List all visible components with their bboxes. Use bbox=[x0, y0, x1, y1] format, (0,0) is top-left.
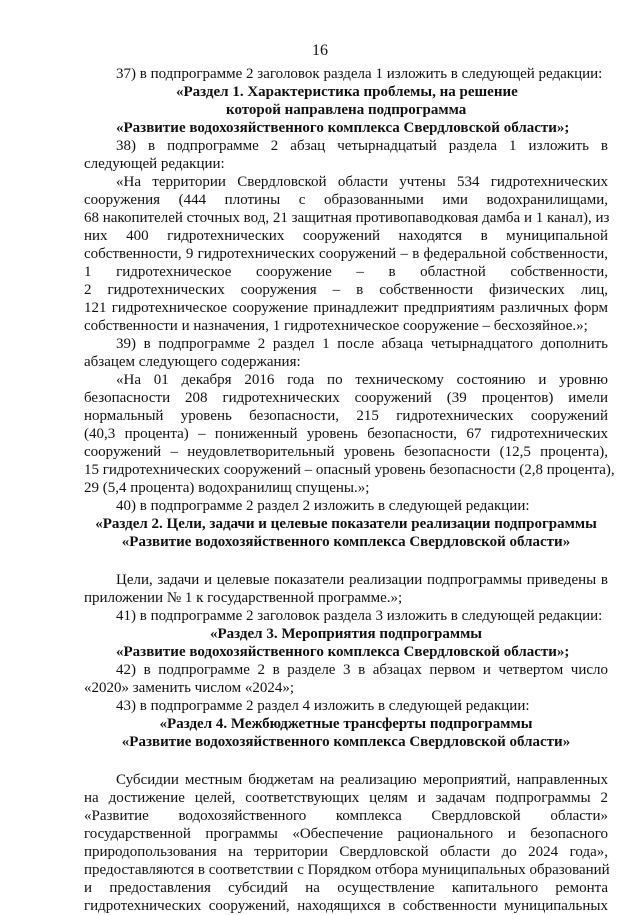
text-line: безопасности 208 гидротехнических сооружений (39 процентов) имели bbox=[84, 390, 608, 406]
text-line: собственности и назначения, 1 гидротехническое сооружение – бесхозяйное.»; bbox=[84, 318, 588, 334]
heading-line: которой направлена подпрограмма bbox=[226, 102, 467, 118]
heading-line: «Раздел 4. Межбюджетные трансферты подпрограммы bbox=[159, 716, 533, 732]
text-line: 41) в подпрограмме 2 заголовок раздела 3 изложить в следующей редакции: bbox=[116, 608, 603, 624]
text-line: сооружений – неудовлетворительный уровень безопасности (12,5 процента), bbox=[84, 444, 608, 460]
text-line: 39) в подпрограмме 2 раздел 1 после абзаца четырнадцатого дополнить bbox=[116, 336, 608, 352]
text-line: следующей редакции: bbox=[84, 156, 225, 172]
text-line: 43) в подпрограмме 2 раздел 4 изложить в следующей редакции: bbox=[116, 698, 530, 714]
text-line: (40,3 процента) – пониженный уровень безопасности, 67 гидротехнических bbox=[84, 426, 608, 442]
text-line: 29 (5,4 процента) водохранилищ спущены.»; bbox=[84, 480, 370, 496]
text-line: 1 гидротехническое сооружение – в областной собственности, bbox=[84, 264, 608, 280]
heading-line: «Развитие водохозяйственного комплекса Свердловской области» bbox=[121, 734, 571, 750]
text-line: и предоставления субсидий на осуществление капитального ремонта bbox=[84, 880, 608, 896]
heading-line: «Раздел 2. Цели, задачи и целевые показатели реализации подпрограммы bbox=[95, 516, 597, 532]
text-line: 38) в подпрограмме 2 абзац четырнадцатый раздела 1 изложить в bbox=[116, 138, 608, 154]
text-line: 42) в подпрограмме 2 в разделе 3 в абзацах первом и четвертом число bbox=[116, 662, 608, 678]
text-line: приложении № 1 к государственной программе.»; bbox=[84, 590, 403, 606]
heading-line: «Развитие водохозяйственного комплекса Свердловской области»; bbox=[116, 644, 570, 660]
text-line: гидротехнических сооружений, находящихся в собственности муниципальных bbox=[84, 898, 608, 914]
text-line: 15 гидротехнических сооружений – опасный уровень безопасности (2,8 процента), bbox=[84, 462, 615, 478]
text-line: 37) в подпрограмме 2 заголовок раздела 1 изложить в следующей редакции: bbox=[116, 66, 603, 82]
heading-line: «Развитие водохозяйственного комплекса Свердловской области»; bbox=[116, 120, 570, 136]
text-line: 68 накопителей сточных вод, 21 защитная противопаводковая дамба и 1 канал), из bbox=[84, 210, 610, 226]
page-number: 16 bbox=[312, 42, 328, 59]
text-line: собственности, 9 гидротехнических сооружений – в федеральной собственности, bbox=[84, 246, 608, 262]
heading-line: «Развитие водохозяйственного комплекса Свердловской области» bbox=[121, 534, 571, 550]
text-line: нормальный уровень безопасности, 215 гидротехнических сооружений bbox=[84, 408, 608, 424]
heading-line: «Раздел 3. Мероприятия подпрограммы bbox=[210, 626, 482, 642]
text-line: 40) в подпрограмме 2 раздел 2 изложить в следующей редакции: bbox=[116, 498, 530, 514]
text-line: них 400 гидротехнических сооружений находятся в муниципальной bbox=[84, 228, 608, 244]
text-line: предоставляются в соответствии с Порядком отбора муниципальных образований bbox=[84, 862, 610, 878]
text-line: «Развитие водохозяйственного комплекса Свердловской области» bbox=[84, 808, 608, 824]
text-line: «2020» заменить числом «2024»; bbox=[84, 680, 295, 696]
text-line: государственной программы «Обеспечение рационального и безопасного bbox=[84, 826, 608, 842]
heading-line: «Раздел 1. Характеристика проблемы, на решение bbox=[176, 84, 518, 100]
text-line: на достижение целей, соответствующих целям и задачам подпрограммы 2 bbox=[84, 790, 608, 806]
text-line: Цели, задачи и целевые показатели реализации подпрограммы приведены в bbox=[116, 572, 608, 588]
text-line: Субсидии местным бюджетам на реализацию мероприятий, направленных bbox=[116, 772, 608, 788]
text-line: сооружения (444 плотины с образованными ими водохранилищами, bbox=[84, 192, 608, 208]
text-line: 121 гидротехническое сооружение принадлежит предприятиям различных форм bbox=[84, 300, 608, 316]
text-line: природопользования на территории Свердловской области до 2024 года», bbox=[84, 844, 608, 860]
text-line: «На 01 декабря 2016 года по техническому состоянию и уровню bbox=[116, 372, 608, 388]
text-line: «На территории Свердловской области учтены 534 гидротехнических bbox=[116, 174, 608, 190]
text-line: абзацем следующего содержания: bbox=[84, 354, 301, 370]
text-line: 2 гидротехнических сооружения – в собственности физических лиц, bbox=[84, 282, 608, 298]
